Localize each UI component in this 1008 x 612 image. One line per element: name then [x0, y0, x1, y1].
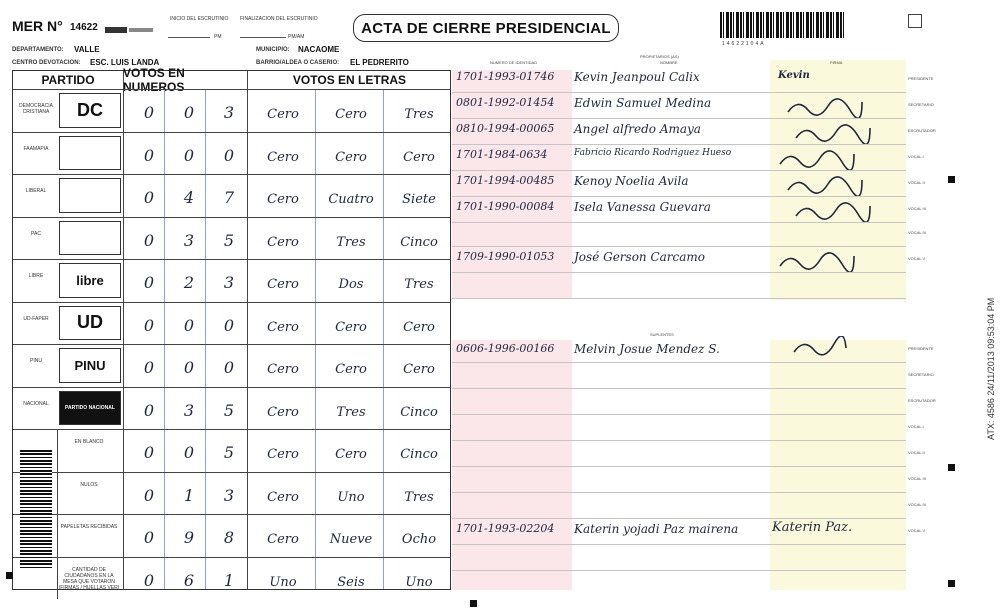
signature-row-line: [452, 570, 906, 571]
party-logo: [59, 391, 121, 426]
signature-scribble: [784, 174, 864, 196]
vote-word: Seis: [337, 574, 365, 590]
identity-number: 1701-1990-00084: [456, 200, 555, 213]
vote-word: Cero: [267, 532, 299, 547]
role-label: SECRETARIO: [908, 102, 934, 107]
vote-digit: 0: [223, 145, 235, 165]
role-label: VOCAL II: [908, 180, 925, 185]
mer-number: 14622: [70, 22, 98, 33]
signer-name: Katerin yojadi Paz mairena: [574, 522, 739, 536]
vote-word: Cinco: [400, 447, 438, 462]
party-name: PINU: [30, 358, 42, 364]
id-column-bg-suplentes: [452, 340, 572, 590]
signature-icon: [790, 336, 850, 358]
col-divider: [123, 71, 124, 589]
corner-mark: [908, 14, 922, 28]
signer-name: Edwin Samuel Medina: [574, 96, 712, 110]
vote-word: Tres: [336, 404, 366, 420]
signature-scribble: [792, 200, 872, 222]
row-divider: [13, 387, 450, 388]
summary-label: EN BLANCO: [74, 439, 104, 445]
signature-row-line: [452, 518, 906, 519]
vote-digit: 0: [183, 315, 195, 335]
party-logo: [59, 348, 121, 383]
summary-divider: [57, 472, 58, 515]
vote-word: Cero: [267, 489, 299, 505]
vote-word: Siete: [402, 192, 436, 207]
vote-digit: 0: [183, 443, 195, 462]
identity-number: 0801-1992-01454: [456, 96, 555, 109]
row-divider: [13, 217, 450, 218]
signature-row-line: [452, 362, 906, 363]
role-label: VOCAL I: [908, 154, 924, 159]
registration-mark: [948, 464, 955, 471]
row-divider: [13, 174, 450, 175]
centro-label: CENTRO DEVOTACION:: [12, 60, 81, 66]
vote-word: Cinco: [400, 404, 438, 420]
vote-word: Cero: [335, 447, 367, 462]
vote-word: Cinco: [400, 234, 438, 250]
vote-digit: 0: [223, 315, 235, 335]
vote-digit: 0: [143, 273, 155, 292]
vote-word: Cero: [403, 319, 435, 335]
row-divider: [13, 302, 450, 303]
vote-digit: 2: [183, 273, 195, 292]
vote-digit: 5: [223, 230, 235, 250]
barrio-label: BARRIO/ALDEA O CASERIO:: [256, 60, 340, 66]
vote-digit: 0: [183, 358, 195, 377]
header-votos-letras: VOTOS EN LETRAS: [292, 73, 407, 87]
party-name: NACIONAL: [23, 400, 49, 407]
row-divider: [13, 514, 450, 515]
signer-name: Isela Vanessa Guevara: [574, 200, 711, 214]
vote-word: Nueve: [329, 532, 373, 547]
signer-name: Melvin Josue Mendez S.: [574, 342, 720, 356]
municipio-label: MUNICIPIO:: [256, 47, 290, 53]
vote-digit: 0: [223, 358, 235, 377]
propietarios-header: PROPIETARIOS (AS): [640, 54, 679, 59]
registration-mark: [948, 580, 955, 587]
role-label: ESCRUTADOR: [908, 128, 936, 133]
vertical-barcode: [20, 450, 52, 568]
party-logo-text: DC: [77, 99, 103, 120]
vote-word: Cero: [267, 149, 299, 165]
signature-icon: [784, 96, 864, 118]
role-label: PRESIDENTE: [908, 76, 934, 81]
sign-column-bg-suplentes: [770, 340, 906, 590]
vote-word: Cero: [403, 149, 435, 165]
departamento-value: VALLE: [74, 45, 100, 54]
signature-scribble: [776, 250, 856, 272]
party-logo: [59, 263, 121, 298]
signer-name: Kenoy Noelia Avila: [574, 174, 689, 188]
vote-word: Cero: [267, 404, 299, 420]
vote-digit: 7: [223, 188, 235, 207]
vote-digit: 3: [183, 400, 195, 420]
inicio-label: INICIO DEL ESCRUTINIO: [170, 16, 229, 22]
vote-digit: 3: [223, 273, 235, 292]
vote-word: Uno: [405, 574, 433, 590]
vote-digit: 0: [143, 358, 155, 377]
row-divider: [13, 132, 450, 133]
identity-number: 0810-1994-00065: [456, 122, 555, 135]
signer-name: José Gerson Carcamo: [574, 250, 706, 264]
suplentes-header: SUPLENTES: [650, 332, 674, 337]
vote-digit: 0: [183, 145, 195, 165]
fin-line: [240, 37, 286, 38]
signature-row-line: [452, 118, 906, 119]
vote-digit: 3: [183, 230, 195, 250]
signer-name: Angel alfredo Amaya: [574, 122, 701, 136]
role-label: VOCAL I: [908, 424, 924, 429]
barcode-number: 14622104A: [722, 41, 766, 47]
mer-label: MER N°: [12, 18, 63, 34]
vote-table: [12, 66, 451, 591]
vote-word: Uno: [269, 574, 297, 590]
vote-word: Cero: [335, 107, 367, 122]
signature-row-line: [452, 196, 906, 197]
vote-word: Uno: [337, 489, 365, 505]
vote-word: Dos: [338, 277, 364, 292]
registration-mark: [6, 572, 13, 579]
firma-header: FIRMA: [830, 60, 843, 65]
vote-digit: 0: [143, 570, 155, 590]
signer-name: Fabricio Ricardo Rodriguez Hueso: [574, 148, 732, 158]
identity-number: 1701-1993-01746: [456, 70, 555, 83]
vote-word: Tres: [404, 489, 434, 505]
registration-mark: [470, 600, 477, 607]
signature-scribble: [792, 122, 872, 144]
vote-digit: 1: [183, 485, 195, 505]
vote-digit: 1: [223, 570, 235, 590]
party-name: UD-FAPER: [23, 315, 49, 322]
party-logo: [59, 178, 121, 213]
vote-word: Cuatro: [328, 192, 374, 207]
signature-row-line: [452, 388, 906, 389]
role-label: VOCAL III: [908, 206, 926, 211]
vote-digit: 0: [183, 103, 195, 122]
party-logo: [59, 93, 121, 128]
party-name: LIBERAL: [25, 188, 47, 194]
role-label: PRESIDENTE: [908, 346, 934, 351]
party-name: LIBRE: [28, 273, 44, 279]
vote-digit: 5: [223, 400, 235, 420]
vote-digit: 9: [183, 528, 195, 547]
identity-number: 0606-1996-00166: [456, 342, 555, 355]
signature: Katerin Paz.: [772, 520, 853, 535]
vote-digit: 0: [143, 485, 155, 505]
identity-number: 1701-1984-0634: [456, 148, 548, 161]
signature-row-line: [452, 298, 906, 299]
signature-row-line: [452, 466, 906, 467]
barrio-value: EL PEDRERITO: [350, 58, 409, 67]
signature-icon: [792, 122, 872, 144]
signature-scribble: [784, 96, 864, 118]
row-divider: [13, 472, 450, 473]
header-votos-numeros: VOTOS EN NUMEROS: [123, 66, 185, 94]
page-title: ACTA DE CIERRE PRESIDENCIAL: [353, 14, 619, 42]
inicio-line: [168, 37, 210, 38]
signature-row-line: [452, 246, 906, 247]
role-label: ESCRUTADOR: [908, 398, 936, 403]
vote-digit: 6: [183, 570, 195, 590]
timestamp-side-text: ATX: 4586 24/11/2013 09:53:04 PM: [986, 297, 996, 440]
party-name: DEMOCRACIA CRISTIANA: [19, 103, 53, 115]
centro-value: ESC. LUIS LANDA: [90, 58, 160, 67]
signature-row-line: [452, 222, 906, 223]
signature: Kevin: [778, 70, 810, 81]
vote-word: Ocho: [401, 532, 437, 547]
row-divider: [13, 344, 450, 345]
signature-icon: [784, 174, 864, 196]
signature-scribble: [776, 148, 856, 170]
role-label: VOCAL IV: [908, 502, 927, 507]
vote-digit: 3: [223, 485, 235, 505]
role-label: VOCAL V: [908, 256, 926, 261]
signer-name: Kevin Jeanpoul Calix: [574, 70, 700, 84]
party-logo-text: UD: [77, 312, 103, 333]
summary-label: NULOS: [80, 481, 98, 488]
party-logo: [59, 136, 121, 171]
summary-divider: [57, 514, 58, 557]
vote-digit: 8: [223, 528, 235, 547]
vote-digit: 0: [143, 188, 155, 207]
municipio-value: NACAOME: [298, 45, 340, 54]
vote-word: Cero: [403, 362, 435, 377]
signature-icon: [776, 148, 856, 170]
vote-word: Cero: [335, 362, 367, 377]
row-divider: [13, 557, 450, 558]
fin-label: FINALIZACION DEL ESCRUTINIO: [240, 16, 318, 22]
signature-icon: [776, 250, 856, 272]
party-name: FAAMAPIA: [23, 145, 49, 152]
vote-word: Cero: [267, 192, 299, 207]
vote-word: Cero: [267, 234, 299, 250]
signature-row-line: [452, 544, 906, 545]
role-label: VOCAL IV: [908, 230, 927, 235]
vote-digit: 0: [143, 315, 155, 335]
signature-row-line: [452, 414, 906, 415]
party-logo: [59, 221, 121, 256]
vote-word: Cero: [267, 107, 299, 122]
vote-word: Cero: [267, 362, 299, 377]
signature-icon: [792, 200, 872, 222]
party-logo-text: libre: [76, 272, 104, 288]
vote-digit: 0: [143, 528, 155, 547]
header-logo: [105, 22, 155, 32]
role-label: VOCAL II: [908, 450, 925, 455]
registration-mark: [948, 176, 955, 183]
identity-number: 1709-1990-01053: [456, 250, 555, 263]
barcode: [720, 12, 846, 38]
vote-digit: 5: [223, 443, 235, 462]
vote-digit: 4: [183, 188, 195, 207]
vote-digit: 0: [143, 400, 155, 420]
vote-digit: 0: [143, 443, 155, 462]
identity-number: 1701-1993-02204: [456, 522, 555, 535]
header-logo-icon: [105, 25, 155, 35]
signature-row-line: [452, 492, 906, 493]
summary-label: CANTIDAD DE CIUDADANOS EN LA MESA QUE VOTARON (FIRMAS / HUELLAS VER): [58, 566, 120, 591]
vote-word: Cero: [335, 319, 367, 335]
vote-digit: 0: [143, 230, 155, 250]
nombre-header: NOMBRE: [660, 60, 678, 65]
signature-row-line: [452, 92, 906, 93]
vote-word: Cero: [267, 447, 299, 462]
vote-word: Cero: [335, 149, 367, 165]
vote-word: Tres: [336, 234, 366, 250]
vote-word: Cero: [267, 319, 299, 335]
header-partido: PARTIDO: [41, 73, 95, 87]
row-divider: [13, 89, 450, 90]
vote-word: Cero: [267, 277, 299, 292]
signature-row-line: [452, 272, 906, 273]
departamento-label: DEPARTAMENTO:: [12, 47, 64, 53]
vote-word: Tres: [404, 107, 434, 122]
inicio-suffix: PM: [214, 34, 222, 40]
vote-word: Tres: [404, 277, 434, 292]
vote-digit: 0: [143, 145, 155, 165]
numero-identidad-header: NUMERO DE IDENTIDAD: [490, 60, 538, 65]
role-label: VOCAL III: [908, 476, 926, 481]
signature-scribble: [790, 336, 850, 358]
party-name: PAC: [31, 230, 41, 237]
party-logo-text: PINU: [74, 357, 106, 373]
summary-label: PAPELETAS RECIBIDAS: [60, 524, 118, 530]
row-divider: [13, 429, 450, 430]
party-logo-text: PARTIDO NACIONAL: [65, 404, 115, 411]
signature-row-line: [452, 440, 906, 441]
signature-row-line: [452, 170, 906, 171]
role-label: SECRETARIO: [908, 372, 934, 377]
vote-digit: 0: [143, 103, 155, 122]
identity-number: 1701-1994-00485: [456, 174, 555, 187]
vote-digit: 3: [223, 103, 235, 122]
row-divider: [13, 259, 450, 260]
summary-divider: [57, 429, 58, 472]
party-logo: [59, 306, 121, 341]
fin-suffix: PM/AM: [288, 34, 305, 40]
role-label: VOCAL V: [908, 528, 926, 533]
signature-row-line: [452, 144, 906, 145]
